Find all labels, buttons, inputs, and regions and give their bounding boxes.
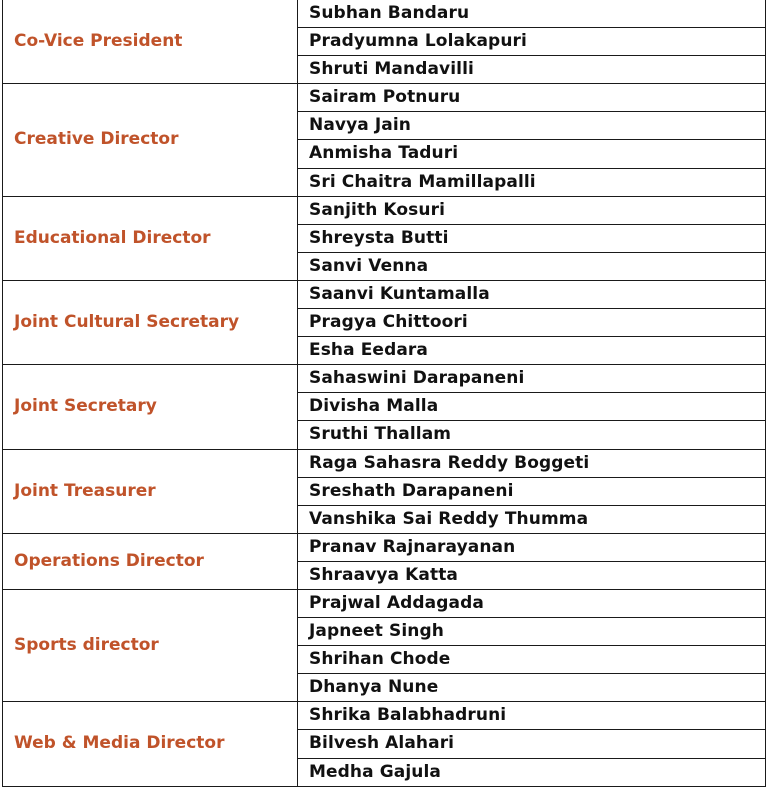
table-row	[3, 533, 766, 561]
member-name-cell: Sreshath Darapaneni	[298, 477, 766, 505]
member-name-cell: Vanshika Sai Reddy Thumma	[298, 505, 766, 533]
member-name-cell: Esha Eedara	[298, 337, 766, 365]
member-name-cell: Sahaswini Darapaneni	[298, 365, 766, 393]
member-name-cell: Dhanya Nune	[298, 674, 766, 702]
role-cell: Web & Media Director	[3, 702, 298, 786]
member-name-cell: Prajwal Addagada	[298, 589, 766, 617]
member-name-cell: Pranav Rajnarayanan	[298, 533, 766, 561]
member-name-cell: Sanjith Kosuri	[298, 196, 766, 224]
role-cell: Creative Director	[3, 84, 298, 196]
role-cell: Joint Treasurer	[3, 449, 298, 533]
table-row	[3, 196, 766, 224]
member-name-cell: Shrika Balabhadruni	[298, 702, 766, 730]
member-name-cell: Pradyumna Lolakapuri	[298, 28, 766, 56]
role-cell: Operations Director	[3, 533, 298, 589]
member-name-cell: Raga Sahasra Reddy Boggeti	[298, 449, 766, 477]
role-cell: Joint Secretary	[3, 365, 298, 449]
role-cell: Sports director	[3, 589, 298, 701]
table-row	[3, 702, 766, 730]
table-row	[3, 589, 766, 617]
member-name-cell: Anmisha Taduri	[298, 140, 766, 168]
roster-body	[3, 0, 766, 786]
table-row	[3, 0, 766, 28]
member-name-cell: Shreysta Butti	[298, 224, 766, 252]
role-cell: Educational Director	[3, 196, 298, 280]
table-row	[3, 84, 766, 112]
officer-roster-table	[2, 0, 766, 787]
member-name-cell: Medha Gajula	[298, 758, 766, 786]
member-name-cell: Shraavya Katta	[298, 561, 766, 589]
role-cell: Co-Vice President	[3, 0, 298, 84]
table-row	[3, 449, 766, 477]
role-cell: Joint Cultural Secretary	[3, 280, 298, 364]
member-name-cell: Japneet Singh	[298, 618, 766, 646]
member-name-cell: Sanvi Venna	[298, 252, 766, 280]
member-name-cell: Shrihan Chode	[298, 646, 766, 674]
member-name-cell: Sri Chaitra Mamillapalli	[298, 168, 766, 196]
member-name-cell: Navya Jain	[298, 112, 766, 140]
member-name-cell: Saanvi Kuntamalla	[298, 280, 766, 308]
member-name-cell: Sruthi Thallam	[298, 421, 766, 449]
member-name-cell: Pragya Chittoori	[298, 309, 766, 337]
member-name-cell: Subhan Bandaru	[298, 0, 766, 28]
member-name-cell: Shruti Mandavilli	[298, 56, 766, 84]
table-row	[3, 280, 766, 308]
member-name-cell: Divisha Malla	[298, 393, 766, 421]
member-name-cell: Bilvesh Alahari	[298, 730, 766, 758]
table-row	[3, 365, 766, 393]
member-name-cell: Sairam Potnuru	[298, 84, 766, 112]
